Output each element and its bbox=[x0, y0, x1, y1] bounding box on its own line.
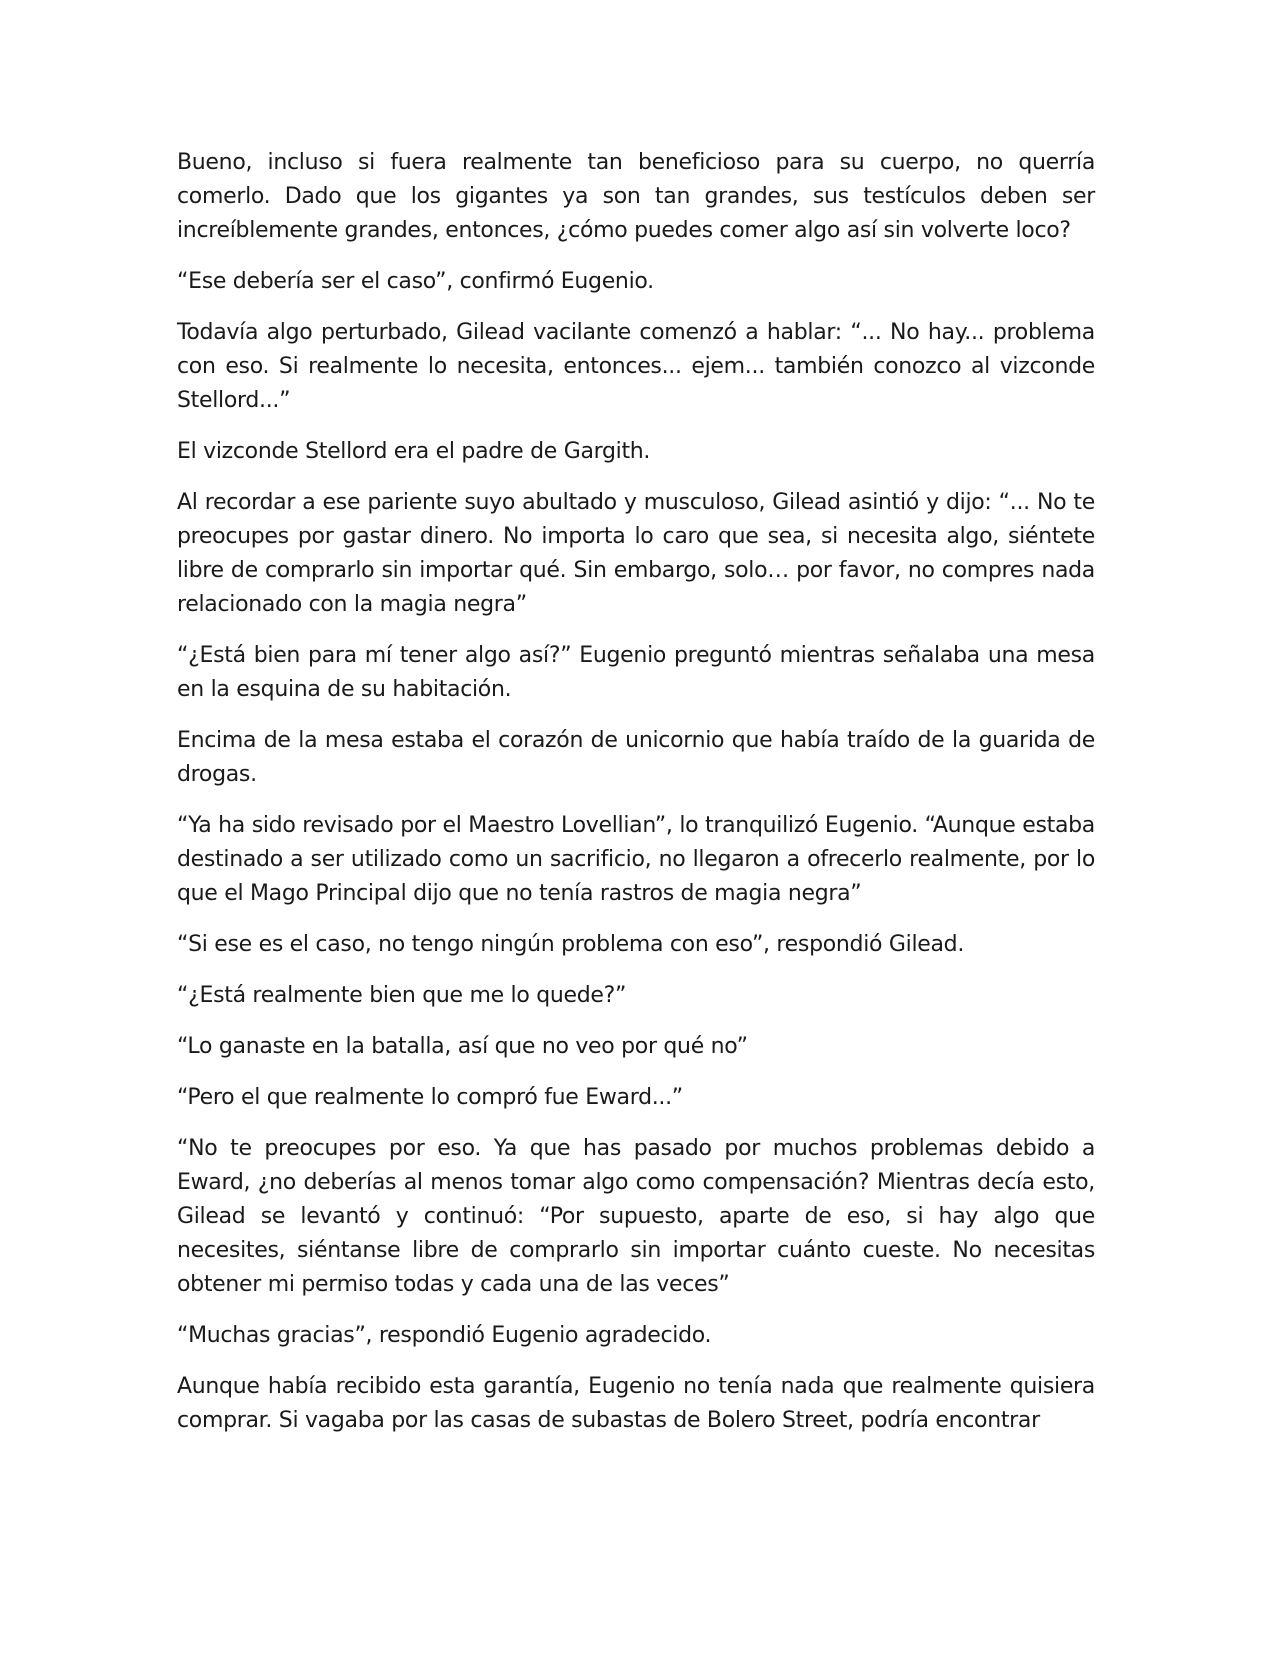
paragraph-9: “Si ese es el caso, no tengo ningún problema con eso”, respondió Gilead. bbox=[177, 932, 965, 957]
paragraph-11: “Lo ganaste en la batalla, así que no veo por qué no” bbox=[177, 1034, 748, 1059]
paragraph-3: Todavía algo perturbado, Gilead vacilante comenzó a hablar: “... No hay... problema con eso. Si realmente lo necesita, entonces... ejem... también conozco al vizconde Stellord...” bbox=[177, 320, 1095, 413]
paragraph-14: “Muchas gracias”, respondió Eugenio agradecido. bbox=[177, 1323, 712, 1348]
paragraph-10: “¿Está realmente bien que me lo quede?” bbox=[177, 983, 627, 1008]
paragraph-13: “No te preocupes por eso. Ya que has pasado por muchos problemas debido a Eward, ¿no deberías al menos tomar algo como compensación? Mientras decía esto, Gilead se levantó y continuó: “Por supuesto, aparte de eso, si hay algo que necesites, siéntanse libre de comprarlo sin importar cuánto cueste. No necesitas obtener mi permiso todas y cada una de las veces” bbox=[177, 1136, 1095, 1297]
document-page bbox=[177, 146, 1095, 1455]
paragraph-7: Encima de la mesa estaba el corazón de unicornio que había traído de la guarida de drogas. bbox=[177, 728, 1095, 787]
paragraph-5: Al recordar a ese pariente suyo abultado y musculoso, Gilead asintió y dijo: “... No te preocupes por gastar dinero. No importa lo caro que sea, si necesita algo, siéntete libre de comprarlo sin importar qué. Sin embargo, solo… por favor, no compres nada relacionado con la magia negra” bbox=[177, 490, 1095, 617]
paragraph-2: “Ese debería ser el caso”, confirmó Eugenio. bbox=[177, 269, 654, 294]
paragraph-15: Aunque había recibido esta garantía, Eugenio no tenía nada que realmente quisiera comprar. Si vagaba por las casas de subastas de Bolero Street, podría encontrar bbox=[177, 1374, 1095, 1433]
paragraph-4: El vizconde Stellord era el padre de Gargith. bbox=[177, 439, 651, 464]
paragraph-8: “Ya ha sido revisado por el Maestro Lovellian”, lo tranquilizó Eugenio. “Aunque estaba destinado a ser utilizado como un sacrificio, no llegaron a ofrecerlo realmente, por lo que el Mago Principal dijo que no tenía rastros de magia negra” bbox=[177, 813, 1095, 906]
paragraph-1: Bueno, incluso si fuera realmente tan beneficioso para su cuerpo, no querría comerlo. Dado que los gigantes ya son tan grandes, sus testículos deben ser increíblemente grandes, entonces, ¿cómo puedes comer algo así sin volverte loco? bbox=[177, 150, 1095, 243]
paragraph-12: “Pero el que realmente lo compró fue Eward...” bbox=[177, 1085, 683, 1110]
paragraph-6: “¿Está bien para mí tener algo así?” Eugenio preguntó mientras señalaba una mesa en la esquina de su habitación. bbox=[177, 643, 1095, 702]
